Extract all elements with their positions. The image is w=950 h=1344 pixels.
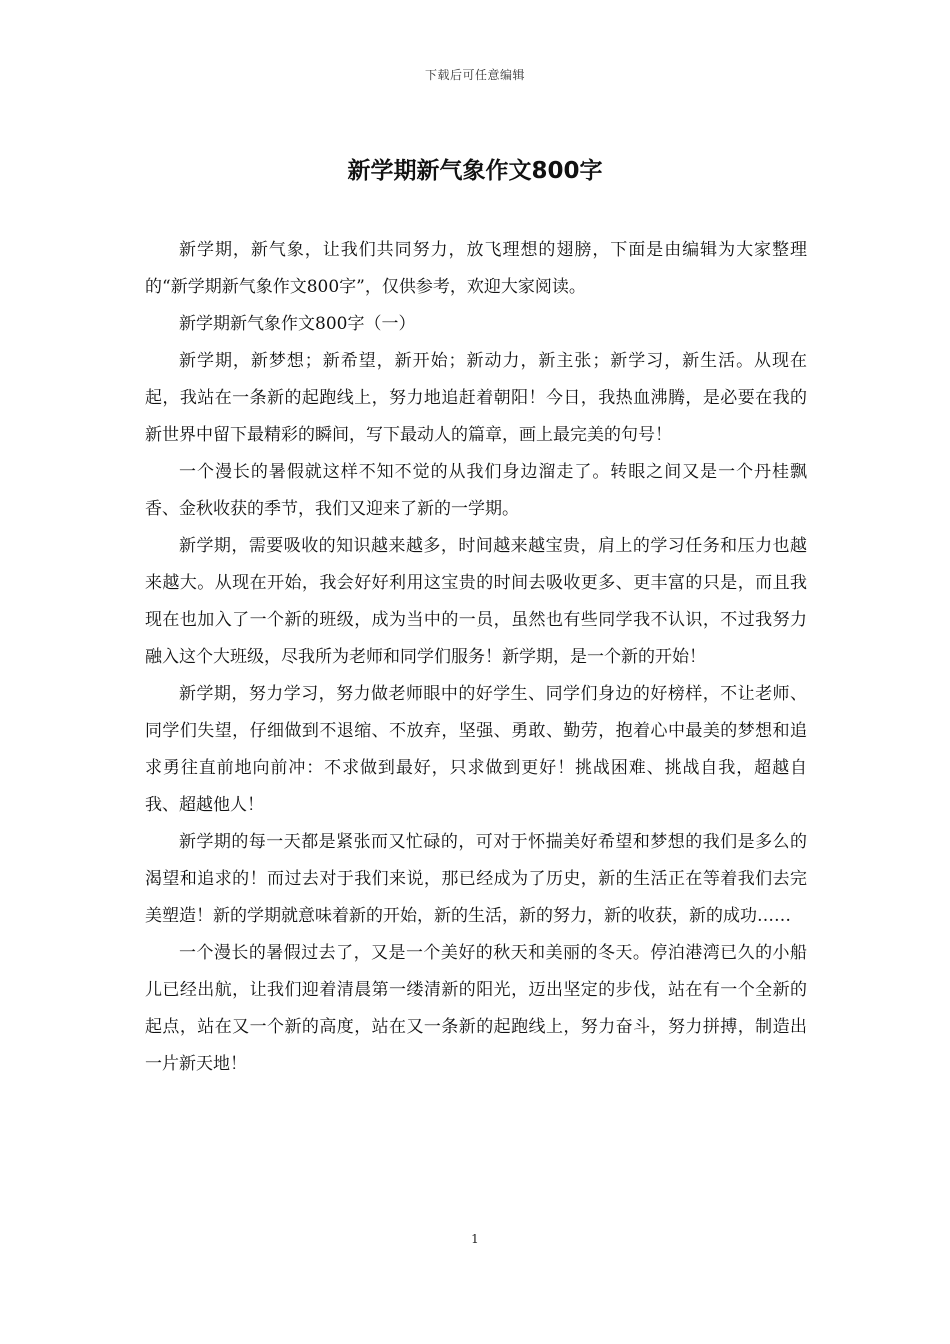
paragraph: 新学期，努力学习，努力做老师眼中的好学生、同学们身边的好榜样，不让老师、同学们失望，仔细做到不退缩、不放弃，坚强、勇敢、勤劳，抱着心中最美的梦想和追求勇往直前地向前冲：不求做到最好，只求做到更好！挑战困难、挑战自我，超越自我、超越他人！ — [145, 684, 807, 815]
document-title: 新学期新气象作文800字 — [347, 158, 603, 184]
paragraph: 一个漫长的暑假就这样不知不觉的从我们身边溜走了。转眼之间又是一个丹桂飘香、金秋收获的季节，我们又迎来了新的一学期。 — [145, 462, 807, 519]
paragraph: 一个漫长的暑假过去了，又是一个美好的秋天和美丽的冬天。停泊港湾已久的小船儿已经出航，让我们迎着清晨第一缕清新的阳光，迈出坚定的步伐，站在有一个全新的起点，站在又一个新的高度，站在又一条新的起跑线上，努力奋斗，努力拼搏，制造出一片新天地！ — [145, 943, 807, 1074]
section-heading: 新学期新气象作文800字（一） — [179, 314, 416, 334]
paragraph: 新学期，新梦想；新希望，新开始；新动力，新主张；新学习，新生活。从现在起，我站在一条新的起跑线上，努力地追赶着朝阳！今日，我热血沸腾，是必要在我的新世界中留下最精彩的瞬间，写下最动人的篇章，画上最完美的句号！ — [145, 351, 807, 445]
paragraph: 新学期，需要吸收的知识越来越多，时间越来越宝贵，肩上的学习任务和压力也越来越大。从现在开始，我会好好利用这宝贵的时间去吸收更多、更丰富的只是，而且我现在也加入了一个新的班级，成为当中的一员，虽然也有些同学我不认识，不过我努力融入这个大班级，尽我所为老师和同学们服务！新学期，是一个新的开始！ — [145, 536, 807, 667]
page-number: 1 — [471, 1232, 479, 1246]
header-note: 下载后可任意编辑 — [424, 68, 525, 82]
paragraph: 新学期的每一天都是紧张而又忙碌的，可对于怀揣美好希望和梦想的我们是多么的渴望和追求的！而过去对于我们来说，那已经成为了历史，新的生活正在等着我们去完美塑造！新的学期就意味着新的开始，新的生活，新的努力，新的收获，新的成功…… — [145, 832, 807, 926]
paragraph-intro: 新学期，新气象，让我们共同努力，放飞理想的翅膀，下面是由编辑为大家整理的“新学期新气象作文800字”，仅供参考，欢迎大家阅读。 — [145, 240, 807, 297]
document-body — [145, 232, 807, 1083]
